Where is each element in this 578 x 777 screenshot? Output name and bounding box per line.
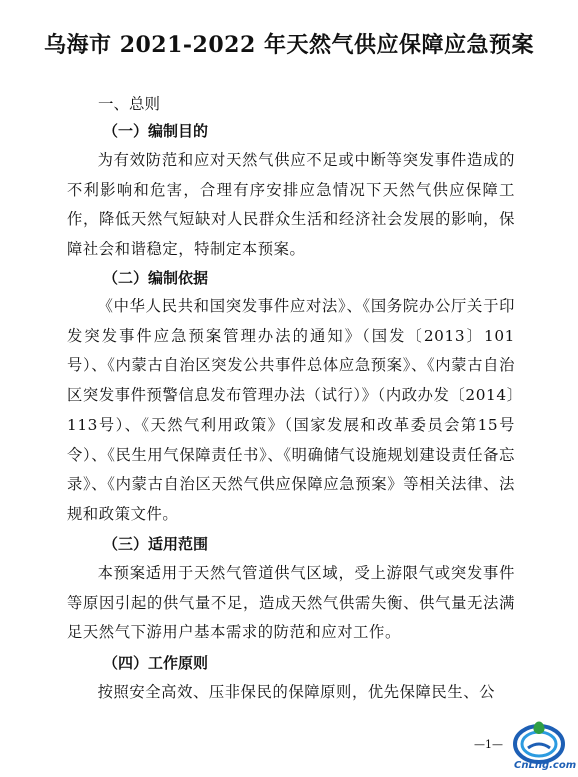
- paragraph-scope: 本预案适用于天然气管道供气区域，受上游限气或突发事件等原因引起的供气量不足，造成天然气供需失衡、供气量无法满足天然气下游用户基本需求的防范和应对工作。: [67, 564, 515, 642]
- subheading-principles: （四）工作原则: [103, 654, 209, 672]
- section-heading-general: 一、总则: [98, 95, 161, 113]
- paragraph-principles: 按照安全高效、压非保民的保障原则，优先保障民生、公: [97, 683, 496, 701]
- paragraph-basis: 《中华人民共和国突发事件应对法》、《国务院办公厅关于印发突发事件应急预案管理办法的通知》（国发〔2013〕101号）、《内蒙古自治区突发公共事件总体应急预案》、《内蒙古自治区突发事件预警信息发布管理办法（试行）》（内政办发〔2014〕113号）、《天然气利用政策》（国家发展和改革委员会第15号令）、《民生用气保障责任书》、《明确储气设施规划建设责任备忘录》、《内蒙古自治区天然气供应保障应急预案》等相关法律、法规和政策文件。: [67, 297, 515, 523]
- subheading-scope: （三）适用范围: [103, 535, 209, 553]
- paragraph-purpose: 为有效防范和应对天然气供应不足或中断等突发事件造成的不利影响和危害，合理有序安排应急情况下天然气供应保障工作，降低天然气短缺对人民群众生活和经济社会发展的影响，保障社会和谐稳定，特制定本预案。: [67, 151, 515, 259]
- document-title: 乌海市 2021-2022 年天然气供应保障应急预案: [44, 32, 534, 58]
- subheading-basis: （二）编制依据: [103, 269, 209, 287]
- page-number: —1—: [474, 738, 503, 751]
- subheading-purpose: （一）编制目的: [103, 122, 209, 140]
- logo-text: CnLng.com: [514, 760, 577, 771]
